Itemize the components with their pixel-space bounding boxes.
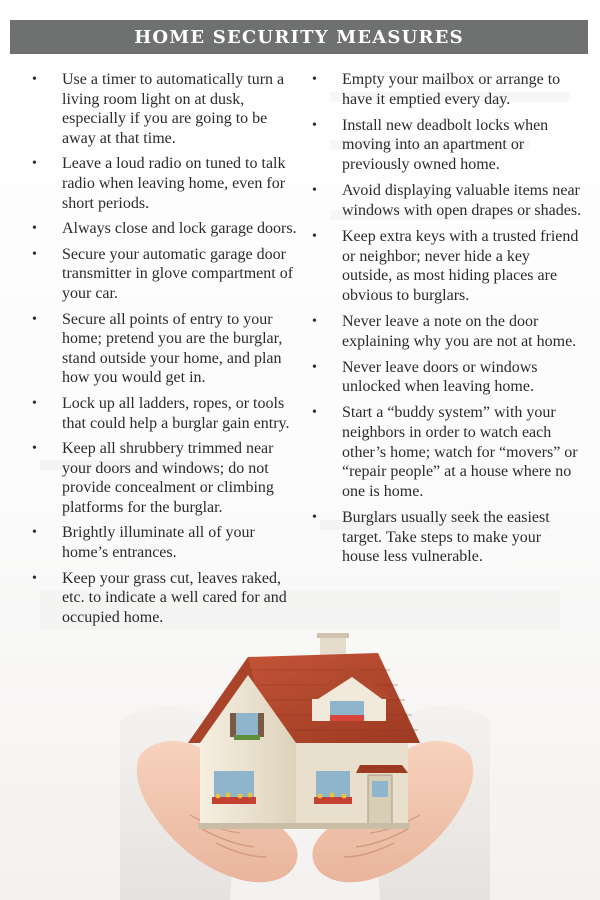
bullet-icon: • [32, 525, 37, 541]
bullet-icon: • [32, 441, 37, 457]
list-item-text: Never leave doors or windows unlocked when leaving home. [342, 358, 538, 396]
title-banner [10, 20, 588, 54]
bullet-icon: • [312, 405, 317, 421]
list-item [310, 70, 582, 109]
list-item-text: Empty your mailbox or arrange to have it emptied every day. [342, 71, 561, 108]
list-item [30, 310, 298, 388]
bullet-icon: • [312, 72, 317, 87]
list-item-text: Brightly illuminate all of your home’s entrances. [62, 524, 255, 562]
list-item-text: Use a timer to automatically turn a living room light on at dusk, especially if you are going to be away at that time. [62, 71, 285, 147]
bullet-icon: • [312, 510, 317, 526]
bullet-icon: • [312, 183, 317, 199]
list-item [310, 181, 582, 220]
bullet-icon: • [32, 311, 37, 327]
list-item [30, 154, 298, 213]
bullet-icon: • [312, 359, 317, 375]
list-item-text: Install new deadbolt locks when moving into an apartment or previously owned home. [342, 116, 549, 173]
list-item [310, 358, 582, 397]
bullet-icon: • [312, 117, 317, 133]
left-bullet-list [30, 70, 298, 633]
list-item [30, 569, 298, 628]
list-item-text: Start a “buddy system” with your neighbors in order to watch each other’s home; watch for “movers” or “repair people” at a house where no one is home. [342, 404, 578, 500]
list-item-text: Burglars usually seek the easiest target. Take steps to make your house less vulnerable. [342, 509, 550, 566]
list-item-text: Never leave a note on the door explaining why you are not at home. [342, 312, 577, 350]
list-item [310, 403, 582, 501]
list-item [30, 70, 298, 148]
list-item-text: Lock up all ladders, ropes, or tools that could help a burglar gain entry. [62, 394, 290, 432]
bullet-icon: • [32, 570, 37, 586]
list-item [310, 508, 582, 567]
list-item [310, 312, 582, 351]
list-item-text: Keep all shrubbery trimmed near your doors and windows; do not provide concealment or climbing platforms for the burglar. [62, 440, 274, 516]
list-item [310, 227, 582, 305]
bullet-icon: • [312, 313, 317, 329]
bullet-icon: • [312, 228, 317, 244]
house-in-hands-illustration [120, 625, 490, 900]
list-item-text: Always close and lock garage doors. [62, 220, 297, 238]
list-item [30, 219, 298, 239]
bullet-icon: • [32, 156, 37, 172]
bullet-icon: • [32, 72, 37, 87]
list-item-text: Leave a loud radio on tuned to talk radio when leaving home, even for short periods. [62, 155, 286, 212]
list-item [30, 394, 298, 433]
house [188, 633, 420, 829]
list-item-text: Secure all points of entry to your home; pretend you are the burglar, stand outside your home, and plan how you would get in. [62, 310, 283, 387]
right-bullet-list [310, 70, 582, 573]
bullet-icon: • [32, 246, 37, 262]
list-item [30, 523, 298, 562]
list-item-text: Avoid displaying valuable items near windows with open drapes or shades. [342, 182, 582, 219]
list-item-text: Secure your automatic garage door transmitter in glove compartment of your car. [62, 245, 294, 302]
list-item-text: Keep extra keys with a trusted friend or neighbor; never hide a key outside, as most hiding places are obvious to burglars. [342, 227, 579, 304]
list-item [30, 439, 298, 517]
list-item [310, 116, 582, 175]
bullet-icon: • [32, 395, 37, 411]
page-title: HOME SECURITY MEASURES [134, 26, 464, 48]
list-item-text: Keep your grass cut, leaves raked, etc. to indicate a well cared for and occupied home. [62, 569, 287, 626]
bullet-icon: • [32, 221, 37, 237]
list-item [30, 245, 298, 304]
